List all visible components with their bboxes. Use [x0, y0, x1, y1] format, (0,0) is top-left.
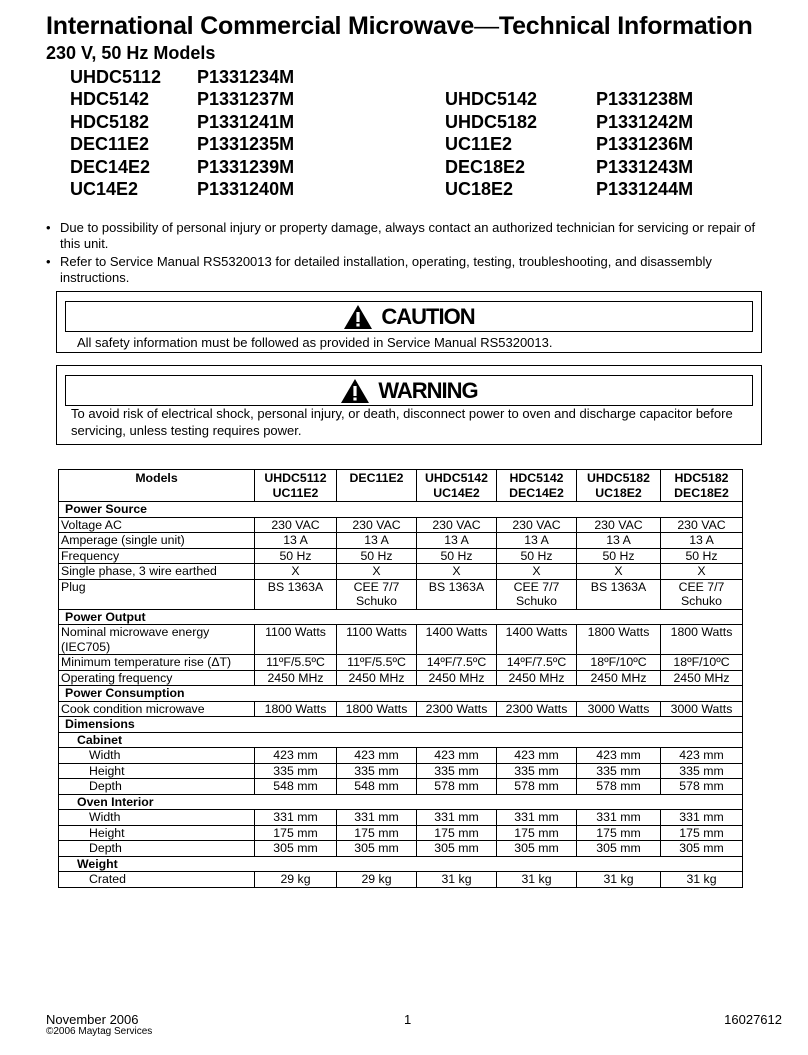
- row-label: Frequency: [59, 548, 255, 564]
- table-cell: X: [497, 564, 577, 580]
- table-cell: 335 mm: [417, 763, 497, 779]
- table-cell: 31 kg: [497, 872, 577, 888]
- model-number: UC14E2: [70, 179, 139, 199]
- table-cell: 230 VAC: [255, 517, 337, 533]
- model-number: HDC5182: [70, 111, 150, 132]
- table-cell: 1100 Watts: [337, 625, 417, 655]
- table-cell: 50 Hz: [417, 548, 497, 564]
- part-number: P1331234M: [197, 67, 295, 87]
- warning-text: To avoid risk of electrical shock, personal injury, or death, disconnect power to oven and discharge capacitor before servicing, unless testing requires power.: [71, 406, 733, 438]
- subsection-row: [59, 732, 743, 748]
- caution-heading-bar: [65, 301, 753, 332]
- table-cell: 1400 Watts: [417, 625, 497, 655]
- row-label: Height: [59, 825, 255, 841]
- part-number: P1331237M: [197, 89, 295, 110]
- table-cell: 13 A: [417, 533, 497, 549]
- table-row: [59, 548, 743, 564]
- model-column-header: DEC11E2: [337, 470, 417, 502]
- row-label: Height: [59, 763, 255, 779]
- subsection-row: [59, 856, 743, 872]
- part-number: P1331241M: [197, 111, 295, 132]
- table-cell: 2450 MHz: [255, 670, 337, 686]
- table-cell: 14ºF/7.5ºC: [497, 655, 577, 671]
- table-cell: 29 kg: [337, 872, 417, 888]
- part-number: P1331243M: [596, 156, 694, 177]
- warning-heading-bar: [65, 375, 753, 406]
- table-cell: X: [417, 564, 497, 580]
- row-label: Crated: [59, 872, 255, 888]
- section-label: Power Output: [59, 609, 743, 625]
- table-row: [59, 841, 743, 857]
- table-cell: 175 mm: [255, 825, 337, 841]
- caution-box: [56, 291, 762, 353]
- table-cell: X: [255, 564, 337, 580]
- table-cell: 31 kg: [577, 872, 661, 888]
- part-number: P1331235M: [197, 134, 295, 155]
- table-cell: 1100 Watts: [255, 625, 337, 655]
- table-cell: 175 mm: [337, 825, 417, 841]
- table-cell: 50 Hz: [577, 548, 661, 564]
- table-cell: 578 mm: [661, 779, 743, 795]
- row-label: Cook condition microwave: [59, 701, 255, 717]
- table-cell: 423 mm: [497, 748, 577, 764]
- model-column-header: HDC5182 DEC18E2: [661, 470, 743, 502]
- table-cell: 50 Hz: [661, 548, 743, 564]
- row-label: Single phase, 3 wire earthed: [59, 564, 255, 580]
- table-cell: 335 mm: [661, 763, 743, 779]
- model-number: DEC11E2: [70, 134, 150, 155]
- model-number: UHDC5112: [70, 67, 162, 87]
- row-label: Minimum temperature rise (ΔT): [59, 655, 255, 671]
- caution-text: All safety information must be followed as provided in Service Manual RS5320013.: [77, 335, 553, 350]
- table-cell: 13 A: [577, 533, 661, 549]
- table-row: [59, 779, 743, 795]
- model-number: DEC18E2: [445, 156, 526, 177]
- row-label: Depth: [59, 841, 255, 857]
- part-number: P1331236M: [596, 134, 694, 155]
- table-cell: 230 VAC: [577, 517, 661, 533]
- table-cell: 548 mm: [255, 779, 337, 795]
- table-row: [59, 517, 743, 533]
- table-cell: X: [577, 564, 661, 580]
- footer-copyright: ©2006 Maytag Services: [46, 1026, 153, 1037]
- table-cell: 335 mm: [337, 763, 417, 779]
- table-cell: 305 mm: [497, 841, 577, 857]
- model-column-header: UHDC5142 UC14E2: [417, 470, 497, 502]
- model-number: UHDC5182: [445, 111, 538, 132]
- specifications-table: [58, 469, 743, 888]
- table-cell: 331 mm: [577, 810, 661, 826]
- part-number: P1331238M: [596, 89, 694, 110]
- table-cell: 423 mm: [661, 748, 743, 764]
- table-cell: 2450 MHz: [577, 670, 661, 686]
- table-cell: 423 mm: [417, 748, 497, 764]
- table-cell: 31 kg: [417, 872, 497, 888]
- table-cell: 331 mm: [497, 810, 577, 826]
- table-cell: 578 mm: [417, 779, 497, 795]
- table-cell: 14ºF/7.5ºC: [417, 655, 497, 671]
- bullet-symbol: •: [46, 254, 51, 269]
- table-cell: 305 mm: [577, 841, 661, 857]
- table-cell: 423 mm: [255, 748, 337, 764]
- table-cell: 1800 Watts: [337, 701, 417, 717]
- table-cell: X: [337, 564, 417, 580]
- table-cell: 50 Hz: [255, 548, 337, 564]
- table-cell: 578 mm: [497, 779, 577, 795]
- table-cell: 18ºF/10ºC: [661, 655, 743, 671]
- part-number: P1331240M: [197, 179, 295, 199]
- warning-triangle-icon: [343, 304, 373, 330]
- table-cell: 331 mm: [661, 810, 743, 826]
- model-number: DEC14E2: [70, 156, 151, 177]
- row-label: Amperage (single unit): [59, 533, 255, 549]
- table-cell: 305 mm: [417, 841, 497, 857]
- table-cell: 230 VAC: [497, 517, 577, 533]
- part-number: P1331244M: [596, 179, 694, 199]
- table-cell: CEE 7/7 Schuko: [497, 579, 577, 609]
- table-cell: 3000 Watts: [577, 701, 661, 717]
- table-cell: 50 Hz: [337, 548, 417, 564]
- table-cell: CEE 7/7 Schuko: [337, 579, 417, 609]
- table-row: [59, 655, 743, 671]
- section-label: Dimensions: [59, 717, 743, 733]
- bullet-text: Due to possibility of personal injury or property damage, always contact an authorized technician for servicing or repair of this unit.: [60, 220, 756, 251]
- table-cell: 175 mm: [661, 825, 743, 841]
- model-column-header: UHDC5182 UC18E2: [577, 470, 661, 502]
- warning-box: [56, 365, 762, 445]
- table-cell: 13 A: [661, 533, 743, 549]
- table-cell: 331 mm: [417, 810, 497, 826]
- table-cell: 331 mm: [337, 810, 417, 826]
- table-cell: 335 mm: [255, 763, 337, 779]
- table-cell: 50 Hz: [497, 548, 577, 564]
- table-cell: 578 mm: [577, 779, 661, 795]
- part-number: P1331242M: [596, 111, 694, 132]
- table-cell: 230 VAC: [661, 517, 743, 533]
- table-cell: 175 mm: [497, 825, 577, 841]
- table-cell: 1800 Watts: [661, 625, 743, 655]
- bullet-text: Refer to Service Manual RS5320013 for detailed installation, operating, testing, troubleshooting, and disassembly instructions.: [60, 254, 712, 285]
- row-label: Depth: [59, 779, 255, 795]
- part-number: P1331239M: [197, 156, 295, 177]
- table-cell: 1800 Watts: [255, 701, 337, 717]
- row-label: Width: [59, 810, 255, 826]
- row-label: Nominal microwave energy (IEC705): [59, 625, 255, 655]
- footer-doc-number: 16027612: [724, 1012, 782, 1027]
- table-cell: 335 mm: [497, 763, 577, 779]
- table-cell: 230 VAC: [417, 517, 497, 533]
- table-cell: 3000 Watts: [661, 701, 743, 717]
- table-cell: 175 mm: [417, 825, 497, 841]
- section-row: [59, 502, 743, 518]
- table-row: [59, 670, 743, 686]
- table-cell: 335 mm: [577, 763, 661, 779]
- page-title: International Commercial Microwave—Technical Information: [46, 12, 753, 40]
- table-cell: 11ºF/5.5ºC: [337, 655, 417, 671]
- bullet-item: [46, 220, 766, 252]
- notice-bullets: [46, 220, 766, 288]
- footer-date: November 2006: [46, 1012, 139, 1027]
- table-cell: 2450 MHz: [661, 670, 743, 686]
- model-column-header: HDC5142 DEC14E2: [497, 470, 577, 502]
- section-row: [59, 609, 743, 625]
- model-number: UC18E2: [445, 179, 514, 199]
- section-label: Power Consumption: [59, 686, 743, 702]
- model-number: HDC5142: [70, 89, 150, 110]
- table-cell: X: [661, 564, 743, 580]
- table-row: [59, 810, 743, 826]
- table-cell: 305 mm: [255, 841, 337, 857]
- subsection-label: Weight: [59, 856, 743, 872]
- table-cell: 13 A: [497, 533, 577, 549]
- table-cell: CEE 7/7 Schuko: [661, 579, 743, 609]
- table-cell: 175 mm: [577, 825, 661, 841]
- table-cell: 305 mm: [661, 841, 743, 857]
- table-cell: BS 1363A: [577, 579, 661, 609]
- table-cell: 13 A: [337, 533, 417, 549]
- model-column-header: UHDC5112 UC11E2: [255, 470, 337, 502]
- table-cell: 2300 Watts: [417, 701, 497, 717]
- section-label: Power Source: [59, 502, 743, 518]
- bullet-item: [46, 254, 766, 286]
- table-cell: 1800 Watts: [577, 625, 661, 655]
- table-cell: 29 kg: [255, 872, 337, 888]
- table-cell: 2300 Watts: [497, 701, 577, 717]
- caution-heading: CAUTION: [381, 303, 475, 329]
- table-cell: 230 VAC: [337, 517, 417, 533]
- table-row: [59, 579, 743, 609]
- table-cell: 2450 MHz: [337, 670, 417, 686]
- page-subtitle: 230 V, 50 Hz Models: [46, 43, 216, 63]
- warning-heading: WARNING: [378, 377, 478, 403]
- table-cell: 423 mm: [577, 748, 661, 764]
- table-cell: BS 1363A: [255, 579, 337, 609]
- table-row: [59, 625, 743, 655]
- table-cell: 548 mm: [337, 779, 417, 795]
- table-cell: 423 mm: [337, 748, 417, 764]
- bullet-symbol: •: [46, 220, 51, 235]
- table-cell: BS 1363A: [417, 579, 497, 609]
- table-cell: 2450 MHz: [497, 670, 577, 686]
- table-cell: 331 mm: [255, 810, 337, 826]
- table-cell: 13 A: [255, 533, 337, 549]
- subsection-row: [59, 794, 743, 810]
- row-label: Operating frequency: [59, 670, 255, 686]
- table-header-row: [59, 470, 743, 502]
- section-row: [59, 717, 743, 733]
- model-number: UC11E2: [445, 134, 513, 155]
- table-row: [59, 872, 743, 888]
- table-cell: 1400 Watts: [497, 625, 577, 655]
- row-label: Plug: [59, 579, 255, 609]
- row-label: Width: [59, 748, 255, 764]
- table-cell: 2450 MHz: [417, 670, 497, 686]
- row-label: Voltage AC: [59, 517, 255, 533]
- section-row: [59, 686, 743, 702]
- table-row: [59, 564, 743, 580]
- table-row: [59, 701, 743, 717]
- warning-triangle-icon: [340, 378, 370, 404]
- table-cell: 11ºF/5.5ºC: [255, 655, 337, 671]
- models-header: Models: [59, 470, 255, 502]
- footer-page-number: 1: [404, 1012, 412, 1027]
- table-row: [59, 533, 743, 549]
- table-cell: 305 mm: [337, 841, 417, 857]
- table-row: [59, 748, 743, 764]
- table-row: [59, 763, 743, 779]
- model-number: UHDC5142: [445, 89, 538, 110]
- table-row: [59, 825, 743, 841]
- table-cell: 31 kg: [661, 872, 743, 888]
- table-cell: 18ºF/10ºC: [577, 655, 661, 671]
- subsection-label: Oven Interior: [59, 794, 743, 810]
- subsection-label: Cabinet: [59, 732, 743, 748]
